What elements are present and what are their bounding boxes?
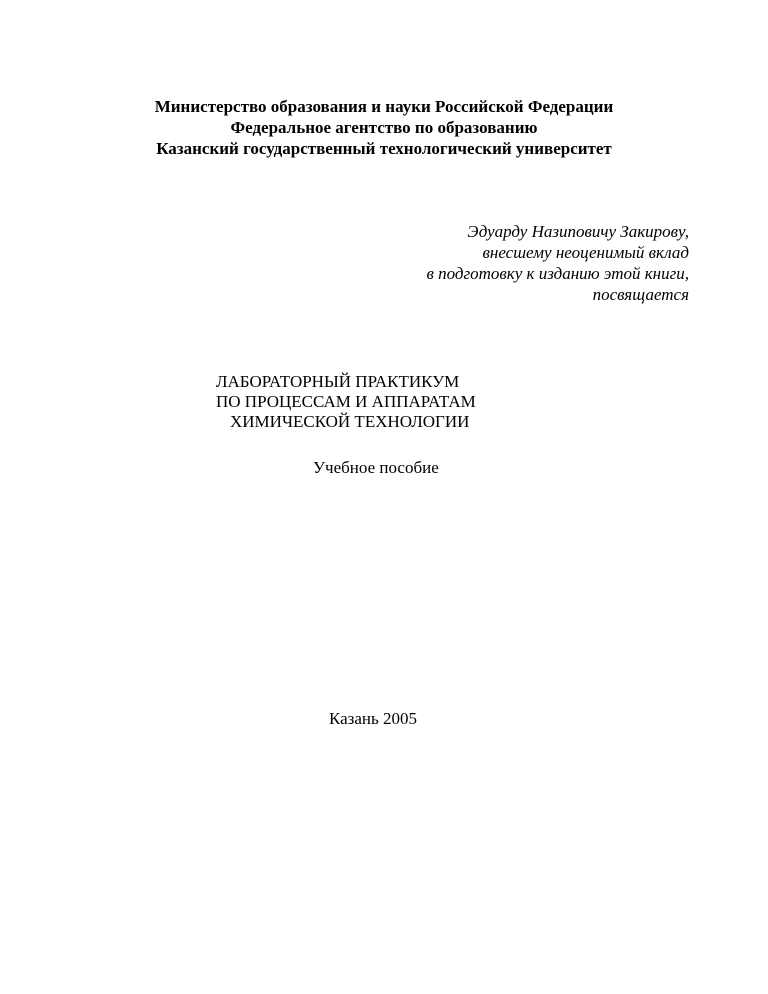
book-title (216, 372, 556, 432)
dedication-line: в подготовку к изданию этой книги, (426, 264, 689, 283)
dedication-line: Эдуарду Назиповичу Закирову, (467, 222, 689, 241)
publication-place-year: Казань 2005 (329, 709, 418, 728)
title-line: ЛАБОРАТОРНЫЙ ПРАКТИКУМ (216, 372, 460, 391)
dedication-line: посвящается (592, 285, 689, 304)
dedication-line: внесшему неоценимый вклад (482, 243, 689, 262)
ministry-line: Министерство образования и науки Российской Федерации (154, 97, 614, 116)
title-line: ПО ПРОЦЕССАМ И АППАРАТАМ (216, 392, 476, 411)
institution-header (0, 96, 768, 159)
book-subtitle: Учебное пособие (313, 458, 439, 477)
agency-line: Федеральное агентство по образованию (230, 118, 538, 137)
title-line: ХИМИЧЕСКОЙ ТЕХНОЛОГИИ (230, 412, 470, 431)
university-line: Казанский государственный технологический университет (156, 139, 612, 158)
dedication (427, 221, 690, 305)
